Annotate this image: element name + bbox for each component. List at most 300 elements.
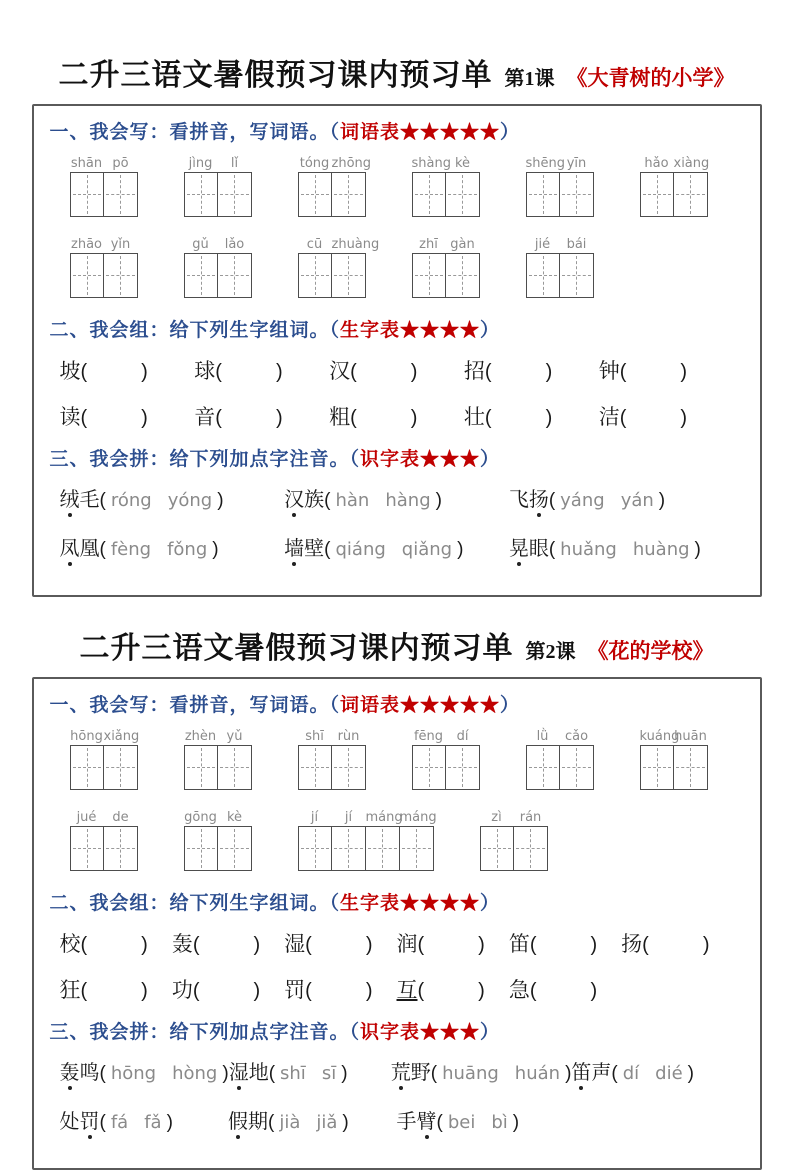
section-heading-close: ）: [480, 319, 501, 341]
paren-close: ): [365, 934, 373, 957]
pinyin-option: huán: [514, 1062, 561, 1084]
pinyin-syllable: zhī: [419, 236, 438, 252]
target-character: 笛: [508, 932, 530, 957]
pinyin-syllable: cū: [306, 236, 323, 252]
pinyin-labels: [184, 729, 252, 745]
writing-grid: [480, 826, 548, 871]
dotted-word: [284, 538, 324, 560]
character: 毛: [79, 488, 100, 511]
word-build-item: [509, 928, 621, 958]
paren-close: ): [680, 407, 688, 430]
target-character: 读: [59, 405, 81, 430]
paren-close: ): [478, 934, 485, 957]
word-build-item: [284, 928, 396, 958]
paren-close: ): [512, 1111, 520, 1133]
word-build-item: [621, 928, 733, 958]
pinyin-word-box: [184, 729, 252, 790]
paren-open: (: [305, 980, 312, 1003]
pinyin-syllable: hōng: [70, 728, 103, 744]
writing-cell: [400, 826, 434, 871]
section-1-heading: [50, 120, 744, 146]
writing-cell: [104, 745, 138, 790]
pinyin-word-box: [298, 155, 372, 217]
target-character: 壮: [463, 405, 485, 430]
paren-open: (: [215, 361, 222, 384]
pinyin-syllable: kè: [454, 155, 471, 171]
paren-close: ): [253, 934, 261, 957]
pinyin-labels: [640, 156, 708, 172]
pinyin-syllable: tóng: [299, 155, 330, 171]
lesson-number: 第2课: [525, 640, 576, 663]
pinyin-labels: [412, 237, 480, 253]
pinyin-syllable: yǔ: [226, 728, 243, 744]
pinyin-option: róng: [110, 489, 152, 511]
writing-cell: [526, 253, 560, 298]
lesson-name: 《花的学校》: [587, 638, 714, 663]
paren-close: ): [217, 489, 224, 511]
pinyin-syllable: zhāo: [71, 236, 102, 252]
pinyin-word-box: [640, 156, 708, 217]
pinyin-option: shī: [280, 1062, 306, 1084]
section-3-heading: [50, 1020, 744, 1046]
writing-cell: [446, 253, 480, 298]
target-character: 坡: [59, 359, 81, 384]
paren-open: (: [324, 489, 331, 511]
page-title: 二升三语文暑假预习课内预习单: [79, 631, 514, 665]
pinyin-options: [274, 1112, 342, 1133]
target-character: 急: [508, 978, 530, 1003]
pinyin-row: [50, 156, 744, 217]
paren-open: (: [484, 361, 492, 384]
section-heading-text: 二、我会组：给下列生字组词。（: [49, 319, 341, 341]
dotted-character: 绒: [60, 483, 80, 512]
dotted-word: [60, 1062, 100, 1084]
paren-close: ): [275, 407, 283, 430]
paren-open: (: [619, 407, 627, 430]
pinyin-option: fèng: [110, 538, 152, 560]
paren-open: (: [548, 489, 556, 511]
section-heading-text: 二、我会组：给下列生字组词。（: [49, 892, 341, 914]
target-character: 钟: [598, 359, 620, 384]
writing-cell: [674, 172, 708, 217]
paren-open: (: [192, 980, 200, 1003]
pinyin-option: yáng: [560, 489, 605, 511]
word-build-item: [194, 355, 329, 385]
pinyin-syllable: shī: [305, 728, 324, 744]
pinyin-choose-item: [60, 483, 285, 512]
pinyin-syllable: jìng: [188, 155, 213, 171]
worksheet-1-header: [30, 50, 763, 94]
pinyin-syllable: gàn: [450, 236, 475, 252]
pinyin-option: qiáng: [335, 538, 386, 560]
word-build-area: [50, 928, 744, 1004]
word-build-row: [50, 974, 744, 1004]
target-character: 扬: [621, 932, 643, 957]
pinyin-word-box: [480, 810, 548, 871]
pinyin-word-box: [70, 729, 138, 790]
pinyin-word-box: [298, 236, 380, 298]
writing-cell: [446, 172, 480, 217]
writing-cell: [412, 745, 446, 790]
writing-grid: [184, 826, 252, 871]
word-build-item: [194, 401, 329, 431]
pinyin-word-box: [526, 156, 594, 217]
pinyin-option: hàng: [385, 489, 431, 511]
pinyin-syllable: xiǎng: [103, 728, 140, 744]
paren-close: ): [410, 361, 418, 384]
paren-open: (: [99, 1062, 106, 1084]
pinyin-word-box: [184, 810, 252, 871]
paren-open: (: [305, 934, 312, 957]
pinyin-choose-row: [50, 1105, 744, 1134]
pinyin-option: fǎ: [144, 1111, 162, 1133]
word-build-item: [329, 401, 464, 431]
pinyin-syllable: shàng: [411, 155, 451, 171]
pinyin-syllable: jí: [310, 809, 319, 825]
section-heading-highlight: 词语表★★★★★: [340, 694, 501, 716]
worksheet-2-box: [32, 677, 762, 1170]
dotted-word: [397, 1111, 437, 1133]
section-heading-text: 三、我会拼：给下列加点字注音。（: [49, 449, 361, 471]
paren-open: (: [430, 1062, 438, 1084]
pinyin-syllable: máng: [399, 809, 437, 825]
paren-close: ): [658, 489, 666, 511]
section-1-heading: [50, 693, 744, 719]
word-build-item: [284, 974, 396, 1004]
word-build-item: [509, 974, 621, 1004]
writing-cell: [526, 172, 560, 217]
pinyin-labels: [412, 729, 480, 745]
pinyin-choose-item: [229, 1056, 391, 1085]
writing-cell: [218, 172, 252, 217]
writing-grid: [526, 745, 594, 790]
pinyin-option: huǎng: [560, 538, 617, 560]
word-build-item: [397, 928, 509, 958]
dotted-word: [229, 1062, 269, 1084]
section-heading-highlight: 生字表★★★★: [340, 319, 481, 341]
paren-open: (: [99, 538, 106, 560]
worksheet-2-header: [30, 623, 763, 667]
paren-open: (: [417, 934, 425, 957]
pinyin-options: [330, 539, 457, 560]
pinyin-word-box: [298, 729, 366, 790]
pinyin-labels: [526, 729, 594, 745]
paren-close: ): [141, 980, 148, 1003]
paren-close: ): [680, 361, 688, 384]
word-build-item: [464, 401, 599, 431]
pinyin-syllable: gǔ: [192, 236, 209, 252]
pinyin-option: jià: [279, 1111, 301, 1133]
pinyin-word-box: [526, 729, 594, 790]
pinyin-choose-area: [50, 483, 744, 561]
writing-cell: [70, 745, 104, 790]
section-heading-text: 一、我会写：看拼音，写词语。（: [49, 694, 341, 716]
word-build-row: [50, 401, 744, 431]
section-heading-text: 三、我会拼：给下列加点字注音。（: [49, 1022, 361, 1044]
writing-grid: [298, 745, 366, 790]
writing-grid: [412, 745, 480, 790]
pinyin-labels: [70, 156, 138, 172]
paren-open: (: [417, 980, 425, 1003]
writing-cell: [104, 253, 138, 298]
paren-open: (: [484, 407, 492, 430]
dotted-word: [60, 1111, 100, 1133]
pinyin-choose-item: [509, 483, 734, 512]
writing-cell: [674, 745, 708, 790]
writing-cell: [298, 745, 332, 790]
pinyin-choose-item: [509, 532, 734, 561]
section-3-heading: [50, 447, 744, 473]
paren-open: (: [215, 407, 222, 430]
paren-open: (: [80, 407, 88, 430]
pinyin-syllable: dí: [456, 728, 469, 744]
pinyin-option: bì: [491, 1111, 508, 1133]
word-build-item: [60, 928, 172, 958]
word-build-item: [172, 928, 284, 958]
writing-cell: [332, 253, 366, 298]
pinyin-option: hàn: [335, 489, 370, 511]
word-build-item: [172, 974, 284, 1004]
pinyin-choose-row: [50, 483, 744, 512]
word-build-row: [50, 928, 744, 958]
writing-grid: [526, 253, 594, 298]
pinyin-labels: [70, 729, 138, 745]
character: 族: [304, 488, 325, 511]
paren-open: (: [642, 934, 649, 957]
section-heading-close: ）: [480, 449, 501, 471]
pinyin-option: huāng: [442, 1062, 499, 1084]
writing-cell: [560, 172, 594, 217]
paren-open: (: [350, 407, 357, 430]
pinyin-word-box: [184, 156, 252, 217]
page-title: 二升三语文暑假预习课内预习单: [58, 59, 493, 92]
writing-grid: [70, 253, 138, 298]
pinyin-syllable: zhèn: [184, 728, 217, 744]
paren-close: ): [166, 1111, 173, 1133]
pinyin-labels: [298, 729, 366, 745]
paren-open: (: [268, 1111, 275, 1133]
target-character: 洁: [598, 405, 620, 430]
word-build-item: [60, 974, 172, 1004]
dotted-word: [509, 489, 549, 511]
section-heading-close: ）: [500, 694, 521, 716]
pinyin-word-box: [70, 810, 138, 871]
pinyin-options: [275, 1063, 341, 1084]
writing-grid: [184, 253, 252, 298]
paren-close: ): [222, 1062, 229, 1084]
word-build-item: [599, 401, 734, 431]
writing-grid: [298, 253, 366, 298]
word-build-item: [329, 355, 464, 385]
paren-close: ): [410, 407, 418, 430]
dotted-character: 墙: [284, 532, 304, 561]
writing-cell: [560, 253, 594, 298]
pinyin-syllable: rán: [519, 809, 542, 825]
pinyin-syllable: lǐ: [230, 155, 239, 171]
pinyin-syllable: huān: [674, 728, 707, 744]
word-build-item: [60, 401, 195, 431]
pinyin-syllable: kuáng: [639, 728, 680, 744]
pinyin-choose-item: [391, 1056, 572, 1085]
word-build-row: [50, 355, 744, 385]
paren-open: (: [268, 1062, 276, 1084]
pinyin-labels: [480, 810, 548, 826]
dotted-word: [391, 1062, 431, 1084]
paren-close: ): [141, 934, 148, 957]
pinyin-choose-item: [60, 1105, 229, 1134]
target-character: 润: [396, 932, 418, 957]
pinyin-choose-item: [60, 532, 285, 561]
target-character: 互: [396, 978, 418, 1003]
pinyin-syllable: zhōng: [331, 155, 372, 171]
paren-close: ): [275, 361, 283, 384]
target-character: 球: [194, 359, 216, 384]
section-heading-close: ）: [480, 1022, 501, 1044]
dotted-word: [60, 489, 100, 511]
writing-cell: [332, 745, 366, 790]
dotted-character: 荒: [391, 1056, 411, 1085]
pinyin-syllable: zì: [491, 809, 502, 825]
pinyin-syllable: jí: [344, 809, 353, 825]
writing-grid: [412, 172, 480, 217]
word-build-item: [599, 355, 734, 385]
writing-cell: [298, 826, 332, 871]
pinyin-syllable: hǎo: [644, 155, 669, 171]
pinyin-syllable: shēng: [525, 155, 566, 171]
dotted-character: 假: [228, 1105, 248, 1134]
pinyin-choose-row: [50, 532, 744, 561]
pinyin-labels: [526, 237, 594, 253]
character: 野: [410, 1061, 431, 1084]
pinyin-labels: [184, 237, 252, 253]
writing-grid: [640, 745, 708, 790]
pinyin-option: hòng: [172, 1062, 218, 1084]
character: 鸣: [79, 1061, 100, 1084]
writing-grid: [298, 172, 366, 217]
writing-grid: [184, 172, 252, 217]
character: 手: [396, 1110, 417, 1133]
paren-open: (: [529, 980, 537, 1003]
dotted-word: [509, 538, 549, 560]
pinyin-choose-area: [50, 1056, 744, 1134]
paren-close: ): [341, 1062, 348, 1084]
pinyin-option: dí: [622, 1062, 640, 1084]
writing-cell: [218, 826, 252, 871]
writing-cell: [412, 253, 446, 298]
writing-cell: [412, 172, 446, 217]
paren-open: (: [80, 980, 88, 1003]
writing-cell: [218, 253, 252, 298]
paren-open: (: [611, 1062, 618, 1084]
pinyin-syllable: jié: [534, 236, 551, 252]
paren-close: ): [141, 361, 148, 384]
pinyin-option: sī: [321, 1062, 337, 1084]
paren-open: (: [619, 361, 627, 384]
pinyin-word-box: [526, 237, 594, 298]
dotted-character: 臂: [417, 1105, 437, 1134]
paren-open: (: [350, 361, 357, 384]
word-build-area: [50, 355, 744, 431]
writing-grid: [70, 745, 138, 790]
word-build-item: [464, 355, 599, 385]
target-character: 音: [194, 405, 216, 430]
pinyin-options: [106, 539, 212, 560]
pinyin-labels: [184, 810, 252, 826]
pinyin-options: [330, 490, 435, 511]
writing-cell: [70, 826, 104, 871]
writing-cell: [298, 172, 332, 217]
writing-cell: [366, 826, 400, 871]
pinyin-options: [106, 490, 217, 511]
pinyin-option: qiǎng: [401, 538, 453, 560]
paren-close: ): [365, 980, 373, 1003]
target-character: 招: [463, 359, 485, 384]
character: 地: [248, 1061, 269, 1084]
pinyin-labels: [298, 809, 437, 826]
pinyin-option: yán: [620, 489, 654, 511]
pinyin-syllable: gōng: [184, 809, 217, 825]
writing-cell: [332, 826, 366, 871]
paren-close: ): [545, 361, 553, 384]
pinyin-syllable: jué: [76, 809, 97, 825]
writing-cell: [184, 172, 218, 217]
paren-close: ): [590, 934, 598, 957]
pinyin-options: [437, 1063, 565, 1084]
pinyin-choose-item: [228, 1105, 397, 1134]
pinyin-labels: [70, 237, 138, 253]
dotted-character: 轰: [60, 1056, 80, 1085]
pinyin-word-box: [298, 809, 437, 871]
target-character: 汉: [329, 359, 351, 384]
dotted-character: 罚: [80, 1105, 100, 1134]
paren-close: ): [478, 980, 485, 1003]
dotted-character: 扬: [529, 483, 549, 512]
pinyin-options: [618, 1063, 688, 1084]
dotted-character: 笛: [571, 1056, 591, 1085]
section-heading-highlight: 词语表★★★★★: [340, 122, 501, 143]
pinyin-syllable: xiàng: [673, 155, 710, 171]
pinyin-syllable: bái: [566, 236, 587, 252]
word-build-item: [397, 974, 509, 1004]
pinyin-write-area: [50, 729, 744, 871]
paren-close: ): [590, 980, 598, 1003]
paren-close: ): [545, 407, 553, 430]
writing-cell: [640, 172, 674, 217]
pinyin-option: fǒng: [167, 538, 208, 560]
section-heading-text: 一、我会写：看拼音，写词语。（: [49, 122, 341, 143]
section-heading-close: ）: [480, 892, 501, 914]
writing-grid: [640, 172, 708, 217]
target-character: 轰: [171, 932, 193, 957]
lesson-name: 《大青树的小学》: [566, 66, 735, 90]
paren-close: ): [342, 1111, 349, 1133]
writing-grid: [412, 253, 480, 298]
character: 飞: [508, 488, 529, 511]
pinyin-labels: [184, 156, 252, 172]
paren-close: ): [212, 538, 219, 560]
dotted-word: [571, 1062, 611, 1084]
pinyin-option: fá: [110, 1111, 129, 1133]
dotted-word: [284, 489, 324, 511]
paren-open: (: [436, 1111, 443, 1133]
writing-grid: [526, 172, 594, 217]
target-character: 湿: [284, 932, 306, 957]
pinyin-labels: [640, 729, 708, 745]
target-character: 校: [59, 932, 81, 957]
section-heading-highlight: 生字表★★★★: [340, 892, 481, 914]
writing-cell: [514, 826, 548, 871]
paren-close: ): [141, 407, 148, 430]
